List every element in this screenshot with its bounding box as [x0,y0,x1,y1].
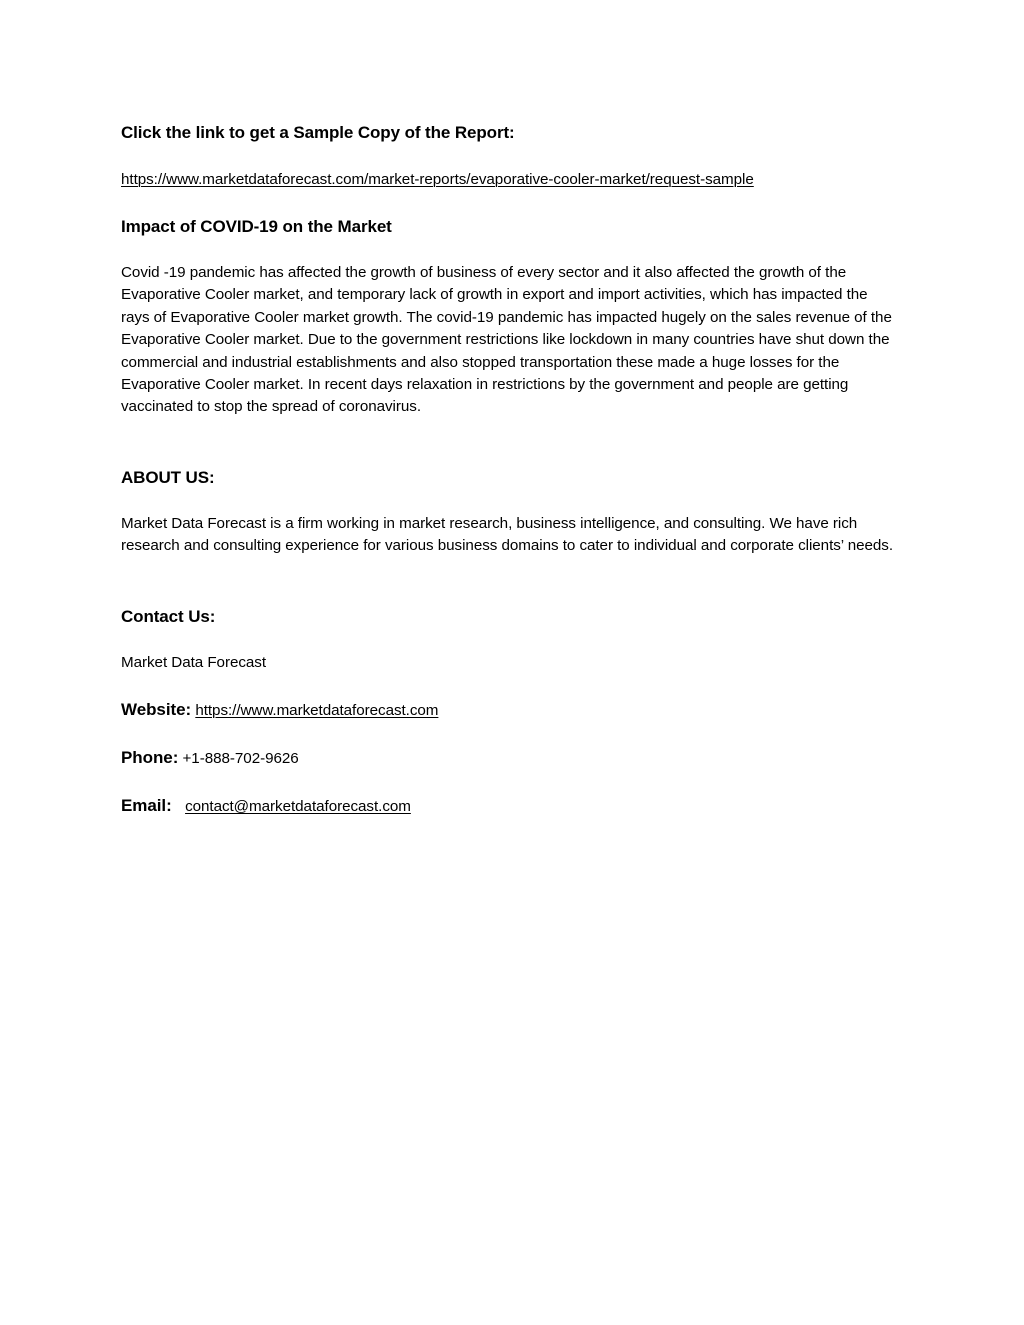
document-page [121,0,896,1325]
email-row [121,794,896,819]
phone-row [121,746,896,771]
sample-request-link[interactable]: https://www.marketdataforecast.com/market-reports/evaporative-cooler-market/request-sample [121,171,754,188]
sample-section [121,122,896,144]
website-link[interactable]: https://www.marketdataforecast.com [195,702,439,719]
contact-company-row [121,652,896,674]
about-heading: ABOUT US: [121,468,215,487]
website-row [121,698,896,723]
phone-value: +1-888-702-9626 [182,750,299,767]
about-body: Market Data Forecast is a firm working in market research, business intelligence, and consulting. We have rich research and consulting experience for various business domains to cater to individual and corporate clients’ needs. [121,515,894,555]
contact-company: Market Data Forecast [121,654,267,671]
website-label: Website: [121,700,192,719]
email-label: Email: [121,796,172,815]
phone-label: Phone: [121,748,179,767]
covid-body-block [121,262,896,419]
covid-body: Covid -19 pandemic has affected the growth of business of every sector and it also affected the growth of the Evaporative Cooler market, and temporary lack of growth in export and import activities, which has impacted the rays of Evaporative Cooler market growth. The covid-19 pandemic has impacted hugely on the sales revenue of the Evaporative Cooler market. Due to the government restrictions like lockdown in many countries have shut down the commercial and industrial establishments and also stopped transportation these made a huge losses for the Evaporative Cooler market. In recent days relaxation in restrictions by the government and people are getting vaccinated to stop the spread of coronavirus. [121,264,892,416]
sample-heading: Click the link to get a Sample Copy of the Report: [121,123,515,142]
covid-section [121,216,896,238]
email-link[interactable]: contact@marketdataforecast.com [185,798,411,815]
sample-link-row [121,169,896,191]
contact-section [121,606,896,628]
about-section [121,467,896,489]
covid-heading: Impact of COVID-19 on the Market [121,217,392,236]
contact-heading: Contact Us: [121,607,216,626]
about-body-block [121,513,896,558]
